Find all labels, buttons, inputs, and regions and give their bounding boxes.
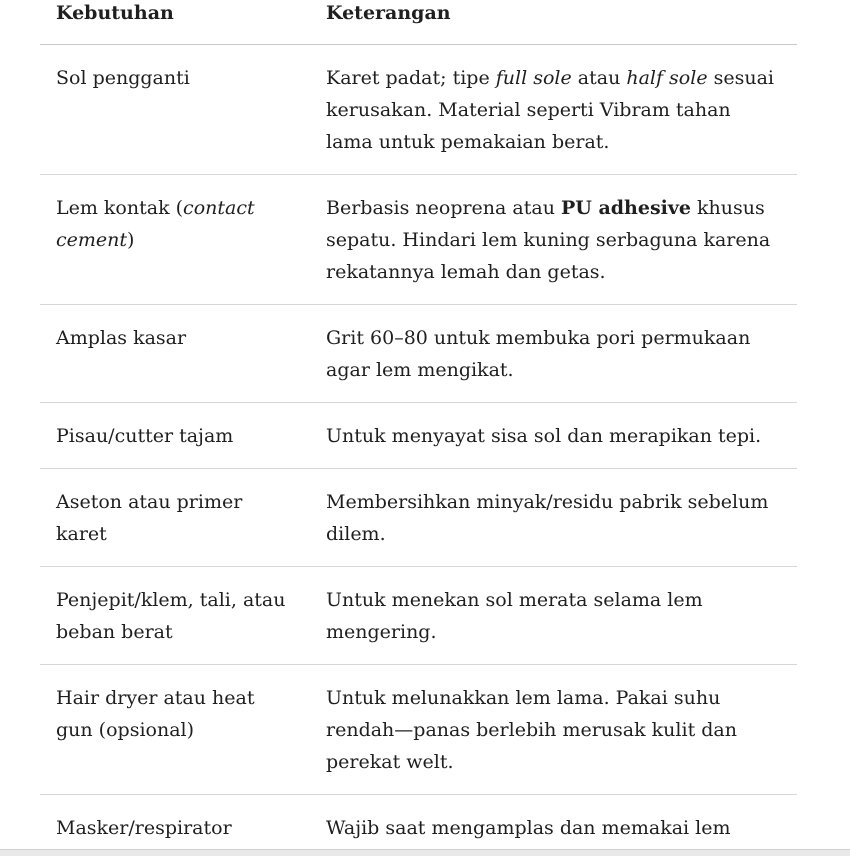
text-segment: Karet padat; tipe bbox=[326, 67, 496, 89]
text-segment: Amplas kasar bbox=[56, 327, 186, 349]
text-segment: Sol pengganti bbox=[56, 67, 190, 89]
cell-keterangan bbox=[310, 305, 797, 403]
table-row bbox=[40, 45, 797, 175]
text-segment: Hair dryer atau heat gun (opsional) bbox=[56, 687, 254, 741]
cell-keterangan bbox=[310, 567, 797, 665]
text-segment: Untuk menekan sol merata selama lem mengering. bbox=[326, 589, 703, 643]
text-segment: Untuk melunakkan lem lama. Pakai suhu rendah—panas berlebih merusak kulit dan perekat welt. bbox=[326, 687, 737, 773]
cell-keterangan bbox=[310, 175, 797, 305]
cell-kebutuhan bbox=[40, 665, 310, 795]
text-segment: khusus sepatu. Hindari lem kuning serbaguna karena rekatannya lemah dan getas. bbox=[326, 197, 770, 283]
materials-table bbox=[40, 0, 797, 860]
text-segment: ) bbox=[127, 229, 134, 251]
text-segment: PU adhesive bbox=[561, 197, 691, 219]
text-segment: half sole bbox=[626, 67, 707, 89]
cell-kebutuhan bbox=[40, 469, 310, 567]
cell-kebutuhan bbox=[40, 305, 310, 403]
cell-keterangan bbox=[310, 469, 797, 567]
cell-kebutuhan bbox=[40, 175, 310, 305]
cell-keterangan bbox=[310, 665, 797, 795]
table-row bbox=[40, 403, 797, 469]
table-row bbox=[40, 665, 797, 795]
cell-kebutuhan bbox=[40, 45, 310, 175]
table-body bbox=[40, 45, 797, 860]
materials-table-container bbox=[40, 0, 797, 860]
text-segment: contact cement bbox=[56, 197, 255, 251]
text-segment: Untuk menyayat sisa sol dan merapikan tepi. bbox=[326, 425, 761, 447]
table-header-row bbox=[40, 0, 797, 45]
text-segment: Membersihkan minyak/residu pabrik sebelum dilem. bbox=[326, 491, 768, 545]
table-row bbox=[40, 175, 797, 305]
text-segment: sesuai kerusakan. Material seperti Vibram tahan lama untuk pemakaian berat. bbox=[326, 67, 774, 153]
text-segment: Aseton atau primer karet bbox=[56, 491, 242, 545]
text-segment: full sole bbox=[496, 67, 572, 89]
horizontal-scrollbar[interactable] bbox=[0, 849, 850, 856]
text-segment: Grit 60–80 untuk membuka pori permukaan agar lem mengikat. bbox=[326, 327, 750, 381]
header-kebutuhan: Kebutuhan bbox=[40, 0, 310, 45]
table-row bbox=[40, 469, 797, 567]
cell-kebutuhan bbox=[40, 567, 310, 665]
text-segment: atau bbox=[572, 67, 627, 89]
text-segment: Wajib saat mengamplas dan memakai lem bbox=[326, 817, 730, 839]
table-row bbox=[40, 567, 797, 665]
cell-kebutuhan bbox=[40, 403, 310, 469]
table-row bbox=[40, 305, 797, 403]
header-keterangan: Keterangan bbox=[310, 0, 797, 45]
text-segment: Berbasis neoprena atau bbox=[326, 197, 561, 219]
text-segment: Penjepit/klem, tali, atau beban berat bbox=[56, 589, 285, 643]
cell-keterangan bbox=[310, 45, 797, 175]
text-segment: Masker/respirator bbox=[56, 817, 232, 839]
text-segment: Pisau/cutter tajam bbox=[56, 425, 233, 447]
text-segment: Lem kontak ( bbox=[56, 197, 183, 219]
cell-keterangan bbox=[310, 403, 797, 469]
